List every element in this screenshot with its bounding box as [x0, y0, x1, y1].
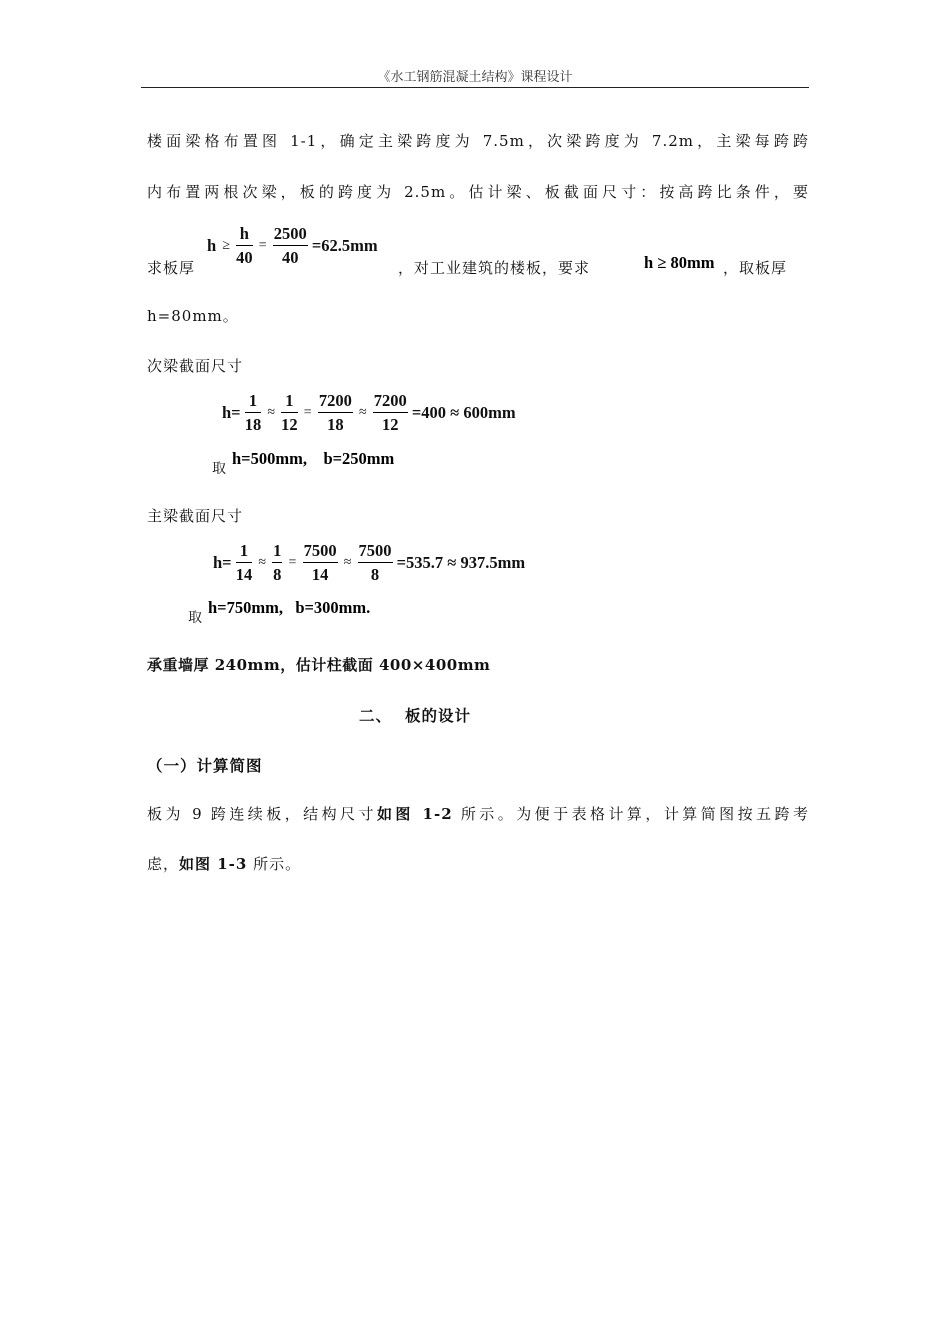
fraction-denominator: 18 — [244, 414, 262, 434]
slab-thickness-formula — [207, 226, 378, 266]
formula-equals: = — [303, 405, 312, 420]
subsection-title: （一）计算简图 — [147, 756, 263, 775]
formula-lhs: h= — [222, 402, 241, 422]
formula-result: =400 ≈ 600mm — [411, 402, 516, 422]
para1-line3-prefix: 求板厚 — [147, 259, 196, 277]
fraction-denominator: 12 — [382, 414, 399, 434]
formula-approx: ≈ — [358, 405, 367, 420]
fraction-numerator: 7500 — [358, 543, 393, 563]
slab-min-condition: h ≥ 80mm — [644, 253, 715, 272]
formula-fraction — [358, 543, 393, 583]
formula-fraction — [373, 393, 408, 433]
para1-line3-suffix: ，取板厚 — [723, 259, 788, 277]
para2-text: 虑， — [147, 855, 180, 873]
formula-lhs: h — [207, 235, 217, 255]
secondary-beam-take-prefix: 取 — [212, 461, 226, 477]
secondary-beam-label: 次梁截面尺寸 — [147, 357, 244, 375]
fraction-numerator: 7200 — [318, 393, 353, 413]
fraction-numerator: 1 — [236, 543, 253, 563]
fraction-denominator: 40 — [282, 247, 299, 267]
formula-result: =535.7 ≈ 937.5mm — [396, 552, 526, 572]
para1-line4: h=80mm。 — [147, 307, 239, 325]
formula-lhs: h= — [213, 552, 232, 572]
fraction-numerator: 7200 — [373, 393, 408, 413]
formula-approx: ≈ — [258, 555, 267, 570]
formula-equals: = — [258, 238, 267, 253]
formula-fraction — [236, 543, 253, 583]
fraction-denominator: 18 — [327, 414, 344, 434]
secondary-beam-take-value: h=500mm, b=250mm — [232, 449, 395, 468]
para2-line2 — [147, 853, 301, 874]
formula-fraction — [303, 543, 338, 583]
formula-ge: ≥ — [222, 238, 230, 253]
main-beam-take-prefix: 取 — [188, 610, 202, 626]
section-number: 二、 — [359, 706, 393, 725]
para2-text: 所示。 — [247, 855, 302, 873]
formula-fraction — [318, 393, 353, 433]
formula-approx: ≈ — [267, 405, 276, 420]
page-header: 《水工钢筋混凝土结构》课程设计 — [377, 70, 573, 85]
para2-line1 — [147, 803, 809, 824]
fraction-denominator: 8 — [370, 564, 380, 584]
header-rule — [141, 87, 809, 88]
formula-fraction — [272, 543, 282, 583]
para2-text: 所示。为便于表格计算，计算简图按五跨考 — [452, 805, 809, 823]
main-beam-formula — [213, 543, 525, 583]
figure-ref: 如图 1-2 — [376, 805, 453, 823]
fraction-denominator: 12 — [281, 414, 298, 434]
fraction-numerator: h — [236, 226, 253, 246]
wall-column-note: 承重墙厚 240mm，估计柱截面 400×400mm — [147, 656, 491, 674]
fraction-numerator: 2500 — [273, 226, 308, 246]
formula-fraction — [281, 393, 298, 433]
formula-fraction — [245, 393, 262, 433]
fraction-numerator: 1 — [245, 393, 262, 413]
para1-line1: 楼面梁格布置图 1-1，确定主梁跨度为 7.5m，次梁跨度为 7.2m，主梁每跨跨 — [147, 132, 809, 150]
fraction-denominator: 14 — [235, 564, 253, 584]
fraction-denominator: 40 — [236, 247, 253, 267]
para1-line3-mid: ，对工业建筑的楼板，要求 — [398, 259, 591, 277]
figure-ref: 如图 1-3 — [179, 855, 248, 873]
para2-text: 板为 9 跨连续板，结构尺寸 — [147, 805, 377, 823]
fraction-numerator: 1 — [272, 543, 282, 563]
formula-fraction — [273, 226, 308, 266]
section-title: 板的设计 — [405, 706, 472, 725]
formula-equals: = — [288, 555, 297, 570]
formula-fraction — [236, 226, 253, 266]
fraction-numerator: 7500 — [303, 543, 338, 563]
fraction-numerator: 1 — [281, 393, 298, 413]
formula-approx: ≈ — [343, 555, 352, 570]
fraction-denominator: 14 — [311, 564, 329, 584]
fraction-denominator: 8 — [273, 564, 282, 584]
secondary-beam-formula — [222, 393, 516, 433]
main-beam-label: 主梁截面尺寸 — [147, 507, 244, 525]
formula-result: =62.5mm — [311, 235, 378, 255]
para1-line2: 内布置两根次梁，板的跨度为 2.5m。估计梁、板截面尺寸：按高跨比条件，要 — [147, 183, 809, 201]
main-beam-take-value: h=750mm, b=300mm. — [208, 598, 371, 617]
